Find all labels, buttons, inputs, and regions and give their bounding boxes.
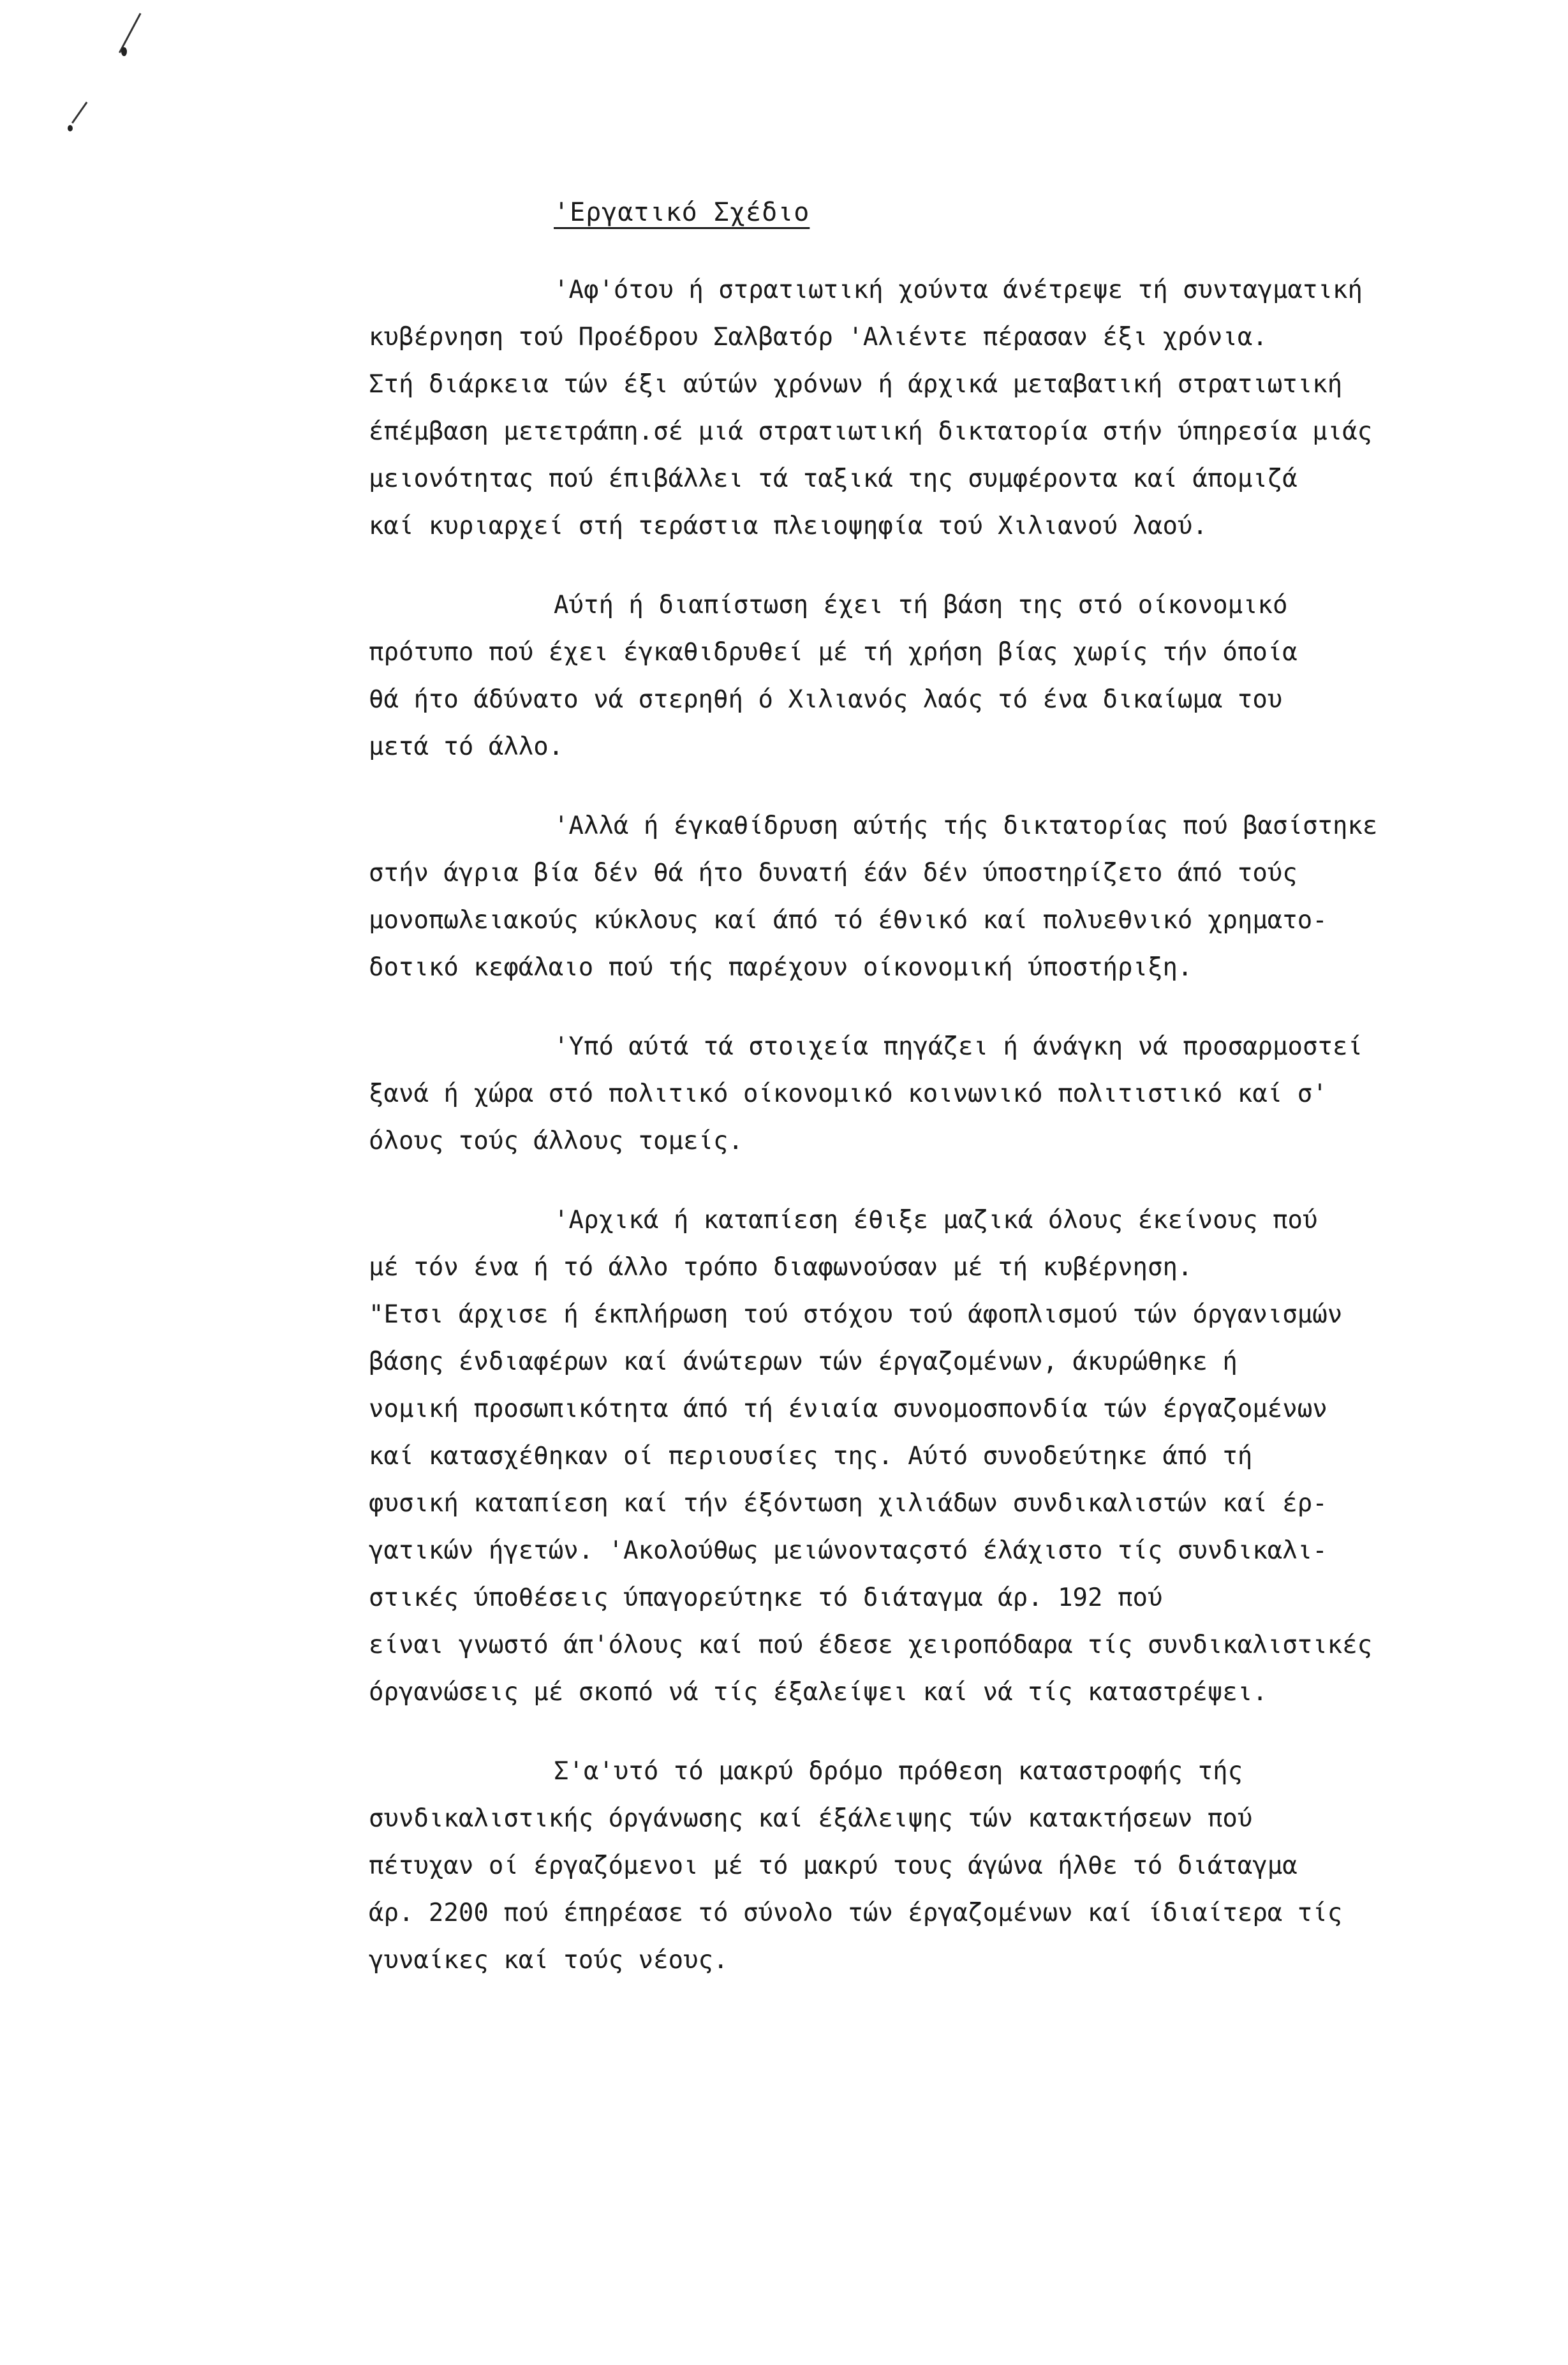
text-line: συνδικαλιστικής όργάνωσης καί έξάλειψης τών κατακτήσεων πού (369, 1804, 1253, 1833)
text-line: στήν άγρια βία δέν θά ήτο δυνατή έάν δέν ύποστηρίζετο άπό τούς (369, 859, 1298, 887)
text-line: μετά τό άλλο. (369, 732, 564, 761)
text-line: καί κατασχέθηκαν οί περιουσίες της. Αύτό συνοδεύτηκε άπό τή (369, 1442, 1253, 1471)
text-line: Σ'α'υτό τό μακρύ δρόμο πρόθεση καταστροφής τής (554, 1757, 1243, 1786)
text-line: κυβέρνηση τού Προέδρου Σαλβατόρ 'Αλιέντε πέρασαν έξι χρόνια. (369, 323, 1268, 352)
text-line: ξανά ή χώρα στό πολιτικό οίκονομικό κοινωνικό πολιτιστικό καί σ' (369, 1079, 1328, 1108)
text-line: μέ τόν ένα ή τό άλλο τρόπο διαφωνούσαν μέ τή κυβέρνηση. (369, 1253, 1193, 1282)
text-line: όλους τούς άλλους τομείς. (369, 1127, 743, 1155)
text-line: μονοπωλειακούς κύκλους καί άπό τό έθνικό καί πολυεθνικό χρηματο- (369, 906, 1328, 935)
document-title: 'Εργατικό Σχέδιο (554, 198, 810, 227)
text-line: "Ετσι άρχισε ή έκπλήρωση τού στόχου τού άφοπλισμού τών όργανισμών (369, 1300, 1343, 1329)
text-line: όργανώσεις μέ σκοπό νά τίς έξαλείψει καί νά τίς καταστρέψει. (369, 1678, 1268, 1707)
text-line: άρ. 2200 πού έπηρέασε τό σύνολο τών έργαζομένων καί ίδιαίτερα τίς (369, 1899, 1343, 1927)
text-line: φυσική καταπίεση καί τήν έξόντωση χιλιάδων συνδικαλιστών καί έρ- (369, 1489, 1328, 1518)
text-line: είναι γνωστό άπ'όλους καί πού έδεσε χειροπόδαρα τίς συνδικαλιστικές (369, 1631, 1373, 1659)
paragraph (369, 1197, 1453, 1716)
text-line: 'Αλλά ή έγκαθίδρυση αύτής τής δικτατορίας πού βασίστηκε (554, 812, 1378, 840)
paragraph (369, 582, 1453, 771)
text-line: γατικών ήγετών. 'Ακολούθως μειώνονταςστό έλάχιστο τίς συνδικαλι- (369, 1536, 1328, 1565)
text-line: 'Υπό αύτά τά στοιχεία πηγάζει ή άνάγκη νά προσαρμοστεί (554, 1032, 1363, 1061)
text-line: πέτυχαν οί έργαζόμενοι μέ τό μακρύ τους άγώνα ήλθε τό διάταγμα (369, 1851, 1298, 1880)
text-line: 'Αφ'ότου ή στρατιωτική χούντα άνέτρεψε τή συνταγματική (554, 276, 1363, 304)
text-line: γυναίκες καί τούς νέους. (369, 1946, 729, 1975)
paragraph (369, 1748, 1453, 1984)
text-line: δοτικό κεφάλαιο πού τής παρέχουν οίκονομική ύποστήριξη. (369, 953, 1193, 982)
text-line: θά ήτο άδύνατο νά στερηθή ό Χιλιανός λαός τό ένα δικαίωμα του (369, 685, 1283, 714)
text-line: βάσης ένδιαφέρων καί άνώτερων τών έργαζομένων, άκυρώθηκε ή (369, 1347, 1238, 1376)
paragraph (369, 1023, 1453, 1165)
text-line: Αύτή ή διαπίστωση έχει τή βάση της στό οίκονομικό (554, 591, 1288, 619)
paragraph (369, 803, 1453, 991)
text-line: μειονότητας πού έπιβάλλει τά ταξικά της συμφέροντα καί άπομιζά (369, 464, 1298, 493)
scan-mark-dot (68, 125, 73, 131)
text-line: έπέμβαση μετετράπη.σέ μιά στρατιωτική δικτατορία στήν ύπηρεσία μιάς (369, 417, 1373, 446)
text-line: νομική προσωπικότητα άπό τή ένιαία συνομοσπονδία τών έργαζομένων (369, 1395, 1328, 1423)
text-line: στικές ύποθέσεις ύπαγορεύτηκε τό διάταγμα άρ. 192 πού (369, 1583, 1163, 1612)
paragraph (369, 267, 1453, 550)
scan-mark-dot (121, 47, 127, 56)
text-line: καί κυριαρχεί στή τεράστια πλειοψηφία τού Χιλιανού λαού. (369, 512, 1208, 540)
text-line: Στή διάρκεια τών έξι αύτών χρόνων ή άρχικά μεταβατική στρατιωτική (369, 370, 1343, 399)
document-body (369, 267, 1453, 2016)
scan-mark-stroke (71, 101, 87, 123)
text-line: πρότυπο πού έχει έγκαθιδρυθεί μέ τή χρήση βίας χωρίς τήν όποία (369, 638, 1298, 667)
text-line: 'Αρχικά ή καταπίεση έθιξε μαζικά όλους έκείνους πού (554, 1206, 1318, 1234)
